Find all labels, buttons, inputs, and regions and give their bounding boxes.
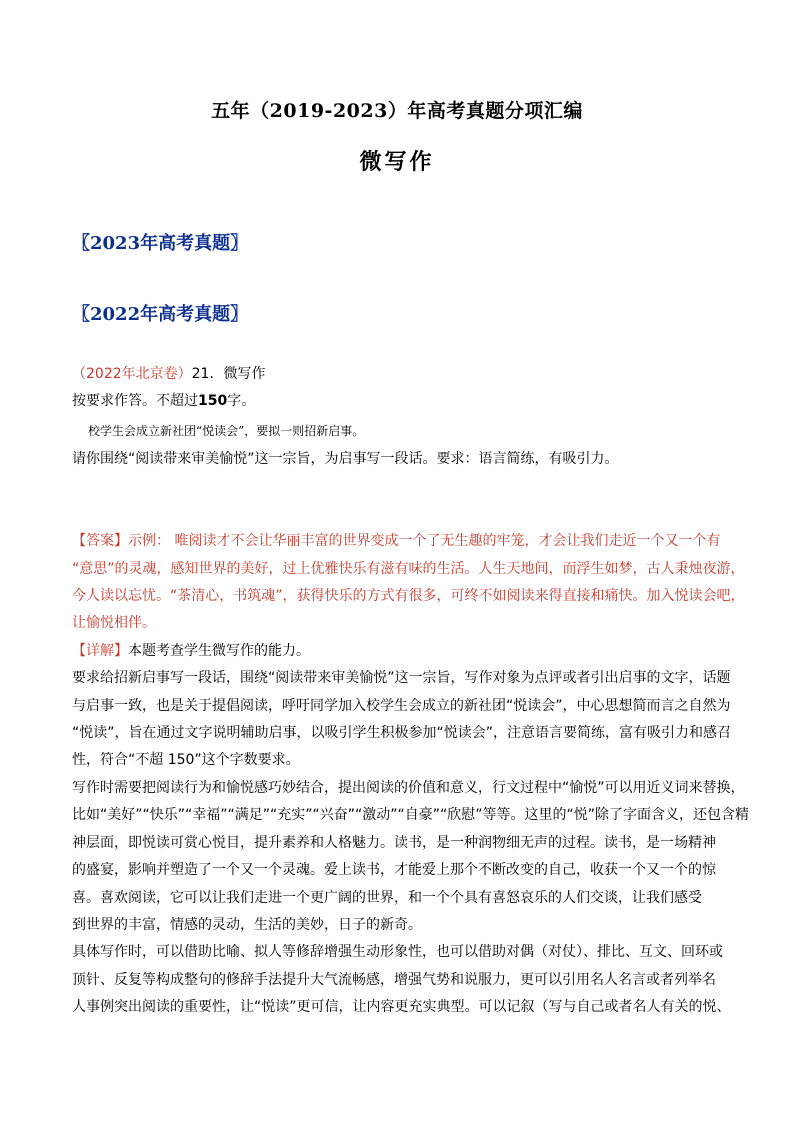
- answer-line: 今人读以忘忧。“茶清心，书筑魂”，获得快乐的方式有很多，可终不如阅读来得直接和痛快。加入悦读会吧，: [72, 588, 745, 605]
- detail-line: 顶针、反复等构成整句的修辞手法提升大气流畅感，增强气势和说服力，更可以引用名人名言或者列举名: [72, 971, 716, 988]
- detail-line: 要求给招新启事写一段话，围绕“阅读带来审美愉悦”这一宗旨，写作对象为点评或者引出启事的文字，话题: [72, 670, 731, 687]
- question-content: [72, 361, 750, 1022]
- detail-line: 的盛宴，影响并塑造了一个又一个灵魂。爱上读书，才能爱上那个不断改变的自己，收获一个又一个的惊: [72, 862, 716, 879]
- detail-line: 与启事一致，也是关于提倡阅读，呼吁同学加入校学生会成立的新社团“悦读会”，中心思想简而言之自然为: [72, 697, 731, 714]
- detail-line: 写作时需要把阅读行为和愉悦感巧妙结合，提出阅读的价值和意义，行文过程中“愉悦”可以用近义词来替换，: [72, 779, 745, 796]
- question-header: [72, 361, 724, 388]
- answer-line: 让愉悦相伴。: [72, 615, 156, 632]
- detail-line: 性，符合“不超 150”这个字数要求。: [72, 752, 300, 769]
- detail-tag: 【详解】: [72, 642, 128, 659]
- detail-line: 人事例突出阅读的重要性，让“悦读”更可信，让内容更充实典型。可以记叙（写与自己或者名人有关的悦、: [72, 999, 731, 1016]
- detail-line: 比如“美好”“快乐”“幸福”“满足”“充实”“兴奋”“激动”“自豪”“欣慰”等等。这里的“悦”除了字面含义，还包含精: [72, 807, 750, 824]
- document-title: 五年（2019-2023）年高考真题分项汇编: [211, 100, 583, 122]
- detail-line: 喜。喜欢阅读，它可以让我们走进一个更广阔的世界，和一个个具有喜怒哀乐的人们交谈，让我们感受: [72, 889, 702, 906]
- question-number: 21．微写作: [191, 366, 266, 382]
- document-subtitle: 微写作: [359, 149, 435, 175]
- answer-tag: 【答案】: [72, 533, 128, 550]
- detail-line: 到世界的丰富，情感的灵动，生活的美妙，日子的新奇。: [72, 916, 422, 933]
- question-source: （2022年北京卷）: [72, 366, 192, 382]
- word-limit: 150: [198, 393, 228, 410]
- question-task: 请你围绕“阅读带来审美愉悦”这一宗旨，为启事写一段话。要求：语言简练，有吸引力。: [72, 450, 619, 467]
- detail-line: 具体写作时，可以借助比喻、拟人等修辞增强生动形象性，也可以借助对偶（对仗）、排比、互文、回环或: [72, 944, 723, 961]
- question-requirement: 按要求作答。不超过150字。: [72, 393, 256, 410]
- section-heading-2023: 〖2023年高考真题〗: [72, 233, 249, 254]
- answer-line: “意思”的灵魂，感知世界的美好，过上优雅快乐有滋有味的生活。人生天地间，而浮生如梦，古人秉烛夜游，: [72, 560, 745, 577]
- detail-line: 【详解】本题考查学生微写作的能力。: [72, 642, 310, 659]
- detail-line: “悦读”，旨在通过文字说明辅助启事，以吸引学生积极参加“悦读会”，注意语言要简练，富有吸引力和感召: [72, 725, 732, 742]
- detail-line: 神层面，即悦读可赏心悦目，提升素养和人格魅力。读书，是一种润物细无声的过程。读书，是一场精神: [72, 834, 716, 851]
- question-prompt: 校学生会成立新社团“悦读会”，要拟一则招新启事。: [88, 423, 365, 438]
- answer-line: 【答案】示例： 唯阅读才不会让华丽丰富的世界变成一个了无生趣的牢笼，才会让我们走近一个又一个有: [72, 533, 721, 550]
- section-heading-2022: 〖2022年高考真题〗: [72, 304, 249, 325]
